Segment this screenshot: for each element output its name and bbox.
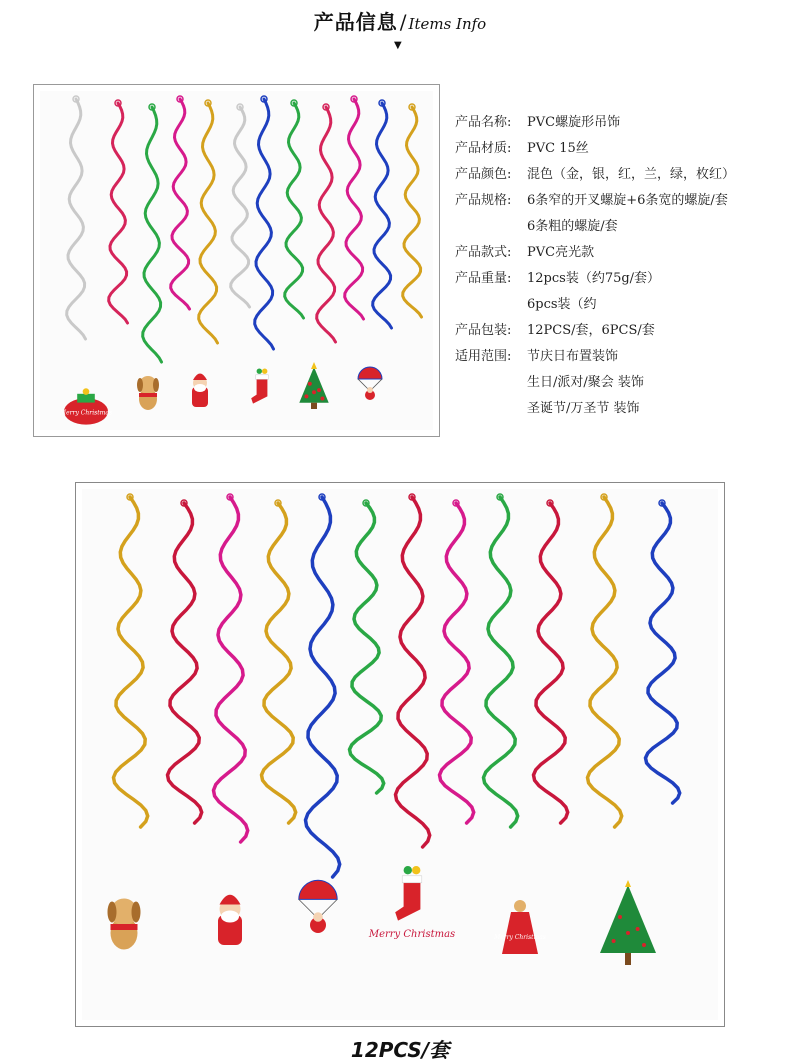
spec-row [455, 136, 795, 162]
header-title-en: Items Info [408, 15, 487, 33]
spec-row [455, 318, 795, 344]
spiral-decoration [345, 99, 364, 319]
spiral-decorations-large-illustration [82, 489, 718, 1020]
product-photo [40, 91, 433, 430]
merry-christmas-text: Merry Christmas [59, 409, 113, 417]
product-photo-frame [33, 84, 440, 437]
spec-value: 圣诞节/万圣节 装饰 [527, 401, 640, 416]
spec-label [455, 370, 527, 396]
red-sack-icon [493, 900, 546, 954]
spec-value: 混色（金，银，红，兰，绿，枚红） [527, 167, 736, 182]
arrow-down-icon: ▼ [394, 40, 402, 51]
spiral-decoration [109, 103, 128, 323]
spec-value: 6条粗的螺旋/套 [527, 219, 618, 234]
spiral-decoration [255, 99, 274, 349]
spec-row [455, 266, 795, 292]
parachute-santa-icon [299, 880, 337, 933]
header-separator: / [399, 10, 407, 34]
spiral-decoration [317, 107, 336, 342]
spec-value: PVC螺旋形吊饰 [527, 115, 621, 130]
product-photo-large [82, 489, 718, 1020]
spec-value: PVC亮光款 [527, 245, 595, 260]
spiral-decoration [114, 497, 148, 827]
spec-value: 节庆日布置装饰 [527, 349, 619, 364]
spec-label: 产品颜色: [455, 167, 512, 182]
pack-caption: 12PCS/套 [350, 1038, 450, 1062]
spec-row [455, 292, 795, 318]
spec-label: 产品包装: [455, 323, 512, 338]
gift-bag-icon [59, 388, 112, 424]
section-header [0, 6, 800, 35]
spec-row [455, 396, 795, 422]
parachute-santa-icon [358, 367, 382, 400]
product-photo-large-frame [75, 482, 725, 1027]
spiral-decoration [199, 103, 218, 343]
spec-label: 适用范围: [455, 349, 512, 364]
spec-row [455, 370, 795, 396]
spec-value: 6条窄的开叉螺旋+6条宽的螺旋/套 [527, 193, 728, 208]
spiral-decoration [588, 497, 622, 827]
spec-row [455, 188, 795, 214]
spiral-decoration [403, 107, 422, 317]
header-title-cn: 产品信息 [313, 10, 398, 34]
puppy-icon [137, 376, 159, 410]
spiral-decoration [396, 497, 430, 847]
spiral-decoration [534, 503, 568, 823]
spec-label [455, 292, 527, 318]
stocking-icon [251, 369, 268, 404]
santa-icon [192, 374, 208, 408]
spiral-decoration [646, 503, 680, 803]
spec-value: 12pcs装（约75g/套） [527, 271, 661, 286]
merry-christmas-text: Merry Christmas [494, 934, 546, 941]
spiral-decoration [285, 103, 304, 318]
spec-label: 产品款式: [455, 245, 512, 260]
spec-row [455, 110, 795, 136]
spiral-decoration [171, 99, 190, 309]
spec-value: PVC 15丝 [527, 141, 589, 156]
spiral-decorations-illustration [40, 91, 433, 430]
spec-label: 产品规格: [455, 193, 512, 208]
christmas-tree-icon [600, 880, 656, 965]
spec-label [455, 396, 527, 422]
spec-row [455, 214, 795, 240]
stocking-icon [395, 866, 422, 921]
spec-value: 12PCS/套，6PCS/套 [527, 323, 655, 338]
spiral-decoration [373, 103, 392, 328]
spiral-decoration [306, 497, 340, 877]
christmas-tree-icon [299, 362, 328, 409]
puppy-icon [108, 899, 141, 950]
spec-row [455, 162, 795, 188]
spec-list [455, 110, 795, 422]
merry-christmas-text: Merry Christmas [368, 929, 456, 940]
spec-row [455, 344, 795, 370]
spec-label: 产品重量: [455, 271, 512, 286]
spec-label [455, 214, 527, 240]
spec-value: 生日/派对/聚会 装饰 [527, 375, 644, 390]
spiral-decoration [168, 503, 202, 823]
spiral-decoration [262, 503, 296, 823]
spiral-decoration [143, 107, 162, 362]
spec-value: 6pcs装（约 [527, 297, 597, 312]
santa-icon [218, 895, 242, 945]
spiral-decoration [67, 99, 86, 339]
spec-label: 产品材质: [455, 141, 512, 156]
spiral-decoration [214, 497, 248, 842]
spiral-decoration [231, 107, 250, 307]
spec-label: 产品名称: [455, 115, 512, 130]
spiral-decoration [484, 497, 518, 827]
spiral-decoration [440, 503, 474, 823]
spiral-decoration [350, 503, 384, 793]
spec-row [455, 240, 795, 266]
